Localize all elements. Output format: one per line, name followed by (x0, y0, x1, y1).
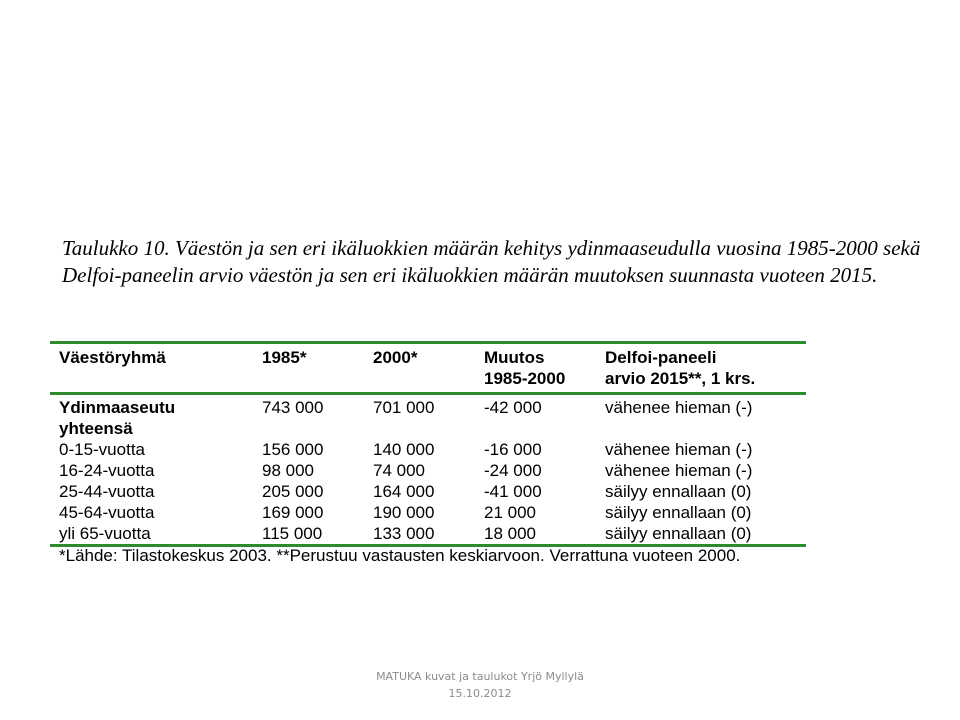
footer-date: 15.10.2012 (448, 687, 512, 700)
cell-2000: 190 000 (373, 503, 435, 522)
cell-group: 0-15-vuotta (59, 440, 145, 459)
table-row (50, 502, 806, 523)
population-table (50, 341, 806, 547)
cell-1985: 156 000 (262, 440, 324, 459)
cell-change: 21 000 (484, 503, 536, 522)
cell-change: -16 000 (484, 440, 542, 459)
table-caption: Taulukko 10. Väestön ja sen eri ikäluokkien määrän kehitys ydinmaaseudulla vuosina 1985-2000 sekä Delfoi-paneelin arvio väestön ja sen eri ikäluokkien määrän muutoksen suunnasta vuoteen 2015. (62, 236, 921, 287)
cell-1985: 169 000 (262, 503, 324, 522)
cell-1985: 115 000 (262, 524, 323, 543)
table-row (50, 481, 806, 502)
cell-delphi: säilyy ennallaan (0) (605, 503, 752, 522)
cell-2000: 701 000 (373, 398, 435, 417)
footer-author-line: MATUKA kuvat ja taulukot Yrjö Myllylä (376, 670, 584, 683)
cell-1985: 205 000 (262, 482, 324, 501)
cell-2000: 140 000 (373, 440, 435, 459)
cell-2000: 164 000 (373, 482, 435, 501)
cell-2000: 74 000 (373, 461, 425, 480)
cell-1985: 743 000 (262, 398, 324, 417)
cell-group: 25-44-vuotta (59, 482, 155, 501)
cell-change: -24 000 (484, 461, 542, 480)
table-row (50, 439, 806, 460)
table-row (50, 523, 806, 546)
cell-change: -42 000 (484, 398, 542, 417)
cell-delphi: säilyy ennallaan (0) (605, 482, 752, 501)
slide-footer (280, 668, 680, 702)
cell-delphi: säilyy ennallaan (0) (605, 524, 752, 543)
cell-group: 16-24-vuotta (59, 461, 155, 480)
cell-group: Ydinmaaseutu yhteensä (59, 398, 176, 438)
cell-change: 18 000 (484, 524, 536, 543)
cell-delphi: vähenee hieman (-) (605, 461, 753, 480)
table-footnote: *Lähde: Tilastokeskus 2003. **Perustuu vastausten keskiarvoon. Verrattuna vuoteen 2000. (59, 546, 741, 565)
cell-1985: 98 000 (262, 461, 314, 480)
cell-delphi: vähenee hieman (-) (605, 440, 753, 459)
population-table-container (50, 341, 806, 547)
header-change: Muutos 1985-2000 (484, 348, 566, 388)
cell-2000: 133 000 (373, 524, 435, 543)
cell-delphi: vähenee hieman (-) (605, 398, 753, 417)
header-population-group: Väestöryhmä (59, 348, 166, 367)
table-row (50, 394, 806, 440)
header-delphi-estimate: Delfoi-paneeli arvio 2015**, 1 krs. (605, 348, 756, 388)
cell-group: 45-64-vuotta (59, 503, 155, 522)
header-1985: 1985* (262, 348, 307, 367)
cell-group: yli 65-vuotta (59, 524, 151, 543)
table-row (50, 460, 806, 481)
cell-change: -41 000 (484, 482, 542, 501)
table-header-row (50, 343, 806, 394)
header-2000: 2000* (373, 348, 418, 367)
